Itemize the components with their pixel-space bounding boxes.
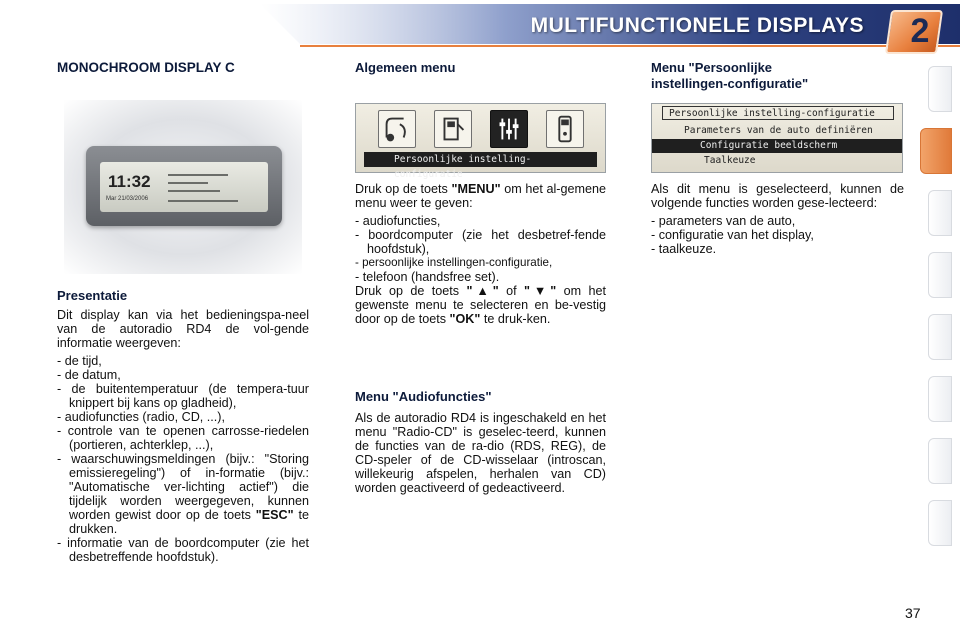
screen-title: Persoonlijke instelling-configuratie <box>662 106 894 120</box>
trip-computer-menu-icon <box>434 110 472 148</box>
general-menu-body <box>355 182 606 326</box>
display-text-line <box>168 200 238 202</box>
screen-option: Taalkeuze <box>704 155 756 166</box>
personal-settings-intro: Als dit menu is geselecteerd, kunnen de volgende functies worden gese-lecteerd: <box>651 182 904 210</box>
chapter-tab[interactable] <box>928 252 952 298</box>
chapter-number: 2 <box>910 12 930 50</box>
personal-settings-screen <box>651 103 903 173</box>
personal-settings-title-line2: instellingen-configuratie" <box>651 76 809 91</box>
list-item: - boordcomputer (zie het desbetref-fende hoofdstuk), <box>355 228 606 256</box>
display-time: 11:32 <box>108 172 151 191</box>
audio-menu-icon <box>378 110 416 148</box>
section-title: MONOCHROOM DISPLAY C <box>57 60 235 75</box>
down-key: "▼" <box>523 284 557 298</box>
general-menu-list <box>355 214 606 284</box>
audio-section-text: Als de autoradio RD4 is ingeschakeld en het menu "Radio-CD" is geselec-teerd, kunnen de functies van de ra-dio (RDS, REG), de CD-speler of de CD-wisselaar (introscan, willekeurig afspelen, herhalen van CD) worden geactiveerd of gedeactiveerd. <box>355 411 606 495</box>
list-item: - informatie van de boordcomputer (zie het desbetreffende hoofdstuk). <box>57 536 309 564</box>
menu-key: "MENU" <box>451 182 501 196</box>
phone-menu-icon <box>546 110 584 148</box>
chapter-tab[interactable] <box>928 190 952 236</box>
esc-key: "ESC" <box>255 508 294 522</box>
settings-menu-icon <box>490 110 528 148</box>
list-item: - controle van te openen carrosse-riedelen (portieren, achterklep, ...), <box>57 424 309 452</box>
list-item: - audiofuncties (radio, CD, ...), <box>57 410 309 424</box>
warnings-text: waarschuwingsmeldingen (bijv.: "Storing emissieregeling") of in-formatie (bijv.: "Automatische ver-lichting actief") die tijdelijk worden weergegeven, kunnen worden gewist door op de toets <box>69 452 309 522</box>
up-key: "▲" <box>466 284 499 298</box>
list-item: - parameters van de auto, <box>651 214 904 228</box>
list-item: - de tijd, <box>57 354 309 368</box>
chapter-tab[interactable] <box>928 438 952 484</box>
list-item: - audiofuncties, <box>355 214 606 228</box>
presentatie-section <box>57 288 309 564</box>
chapter-tab[interactable] <box>928 66 952 112</box>
general-menu-screen <box>355 103 606 180</box>
list-item: - de datum, <box>57 368 309 382</box>
presentatie-intro: Dit display kan via het bedieningspa-neel van de autoradio RD4 de vol-gende informatie weergeven: <box>57 308 309 350</box>
text-run: Druk op de toets <box>355 284 467 298</box>
text-run: of <box>498 284 524 298</box>
page-header-title: MULTIFUNCTIONELE DISPLAYS <box>530 14 864 37</box>
list-item: - configuratie van het display, <box>651 228 904 242</box>
ok-key: "OK" <box>449 312 481 326</box>
display-date: Mar 21/03/2006 <box>106 196 149 202</box>
column-general-menu <box>355 60 606 76</box>
display-text-line <box>168 182 208 184</box>
column-monochrome-display <box>57 60 309 76</box>
page-number: 37 <box>905 605 921 621</box>
list-item-warnings <box>57 452 309 536</box>
personal-settings-list <box>651 214 904 256</box>
text-run: om het gewenste menu te selecteren en be-vestig door op de toets <box>355 284 606 326</box>
selected-menu-label: Persoonlijke instelling-configuratie <box>364 152 597 167</box>
column-personal-settings <box>651 60 904 92</box>
navigate-paragraph <box>355 284 606 326</box>
personal-settings-title-line1: Menu "Persoonlijke <box>651 60 773 75</box>
menu-key-paragraph <box>355 182 606 210</box>
screen-option-selected: Configuratie beeldscherm <box>652 139 902 153</box>
list-item: - de buitentemperatuur (de tempera-tuur knippert bij kans op gladheid), <box>57 382 309 410</box>
list-item: - telefoon (handsfree set). <box>355 270 606 284</box>
warnings-suffix: te drukken. <box>69 508 309 536</box>
presentatie-title: Presentatie <box>57 288 128 303</box>
text-run: Druk op de toets <box>355 182 452 196</box>
display-text-line <box>168 174 228 176</box>
text-run: te druk-ken. <box>480 312 551 326</box>
presentatie-list <box>57 354 309 564</box>
chapter-tab-active[interactable] <box>920 128 952 174</box>
general-menu-title: Algemeen menu <box>355 60 456 75</box>
display-photo <box>64 100 302 274</box>
personal-settings-body <box>651 182 904 256</box>
chapter-tabs <box>928 66 952 576</box>
audio-section <box>355 389 606 495</box>
list-item: - persoonlijke instellingen-configuratie, <box>355 256 606 270</box>
chapter-tab[interactable] <box>928 314 952 360</box>
display-text-line <box>168 190 220 192</box>
list-item: - taalkeuze. <box>651 242 904 256</box>
screen-option: Parameters van de auto definiëren <box>684 125 873 136</box>
chapter-tab[interactable] <box>928 500 952 546</box>
chapter-tab[interactable] <box>928 376 952 422</box>
audio-section-title: Menu "Audiofuncties" <box>355 389 492 404</box>
text-run: om het al-gemene menu weer te geven: <box>355 182 607 210</box>
